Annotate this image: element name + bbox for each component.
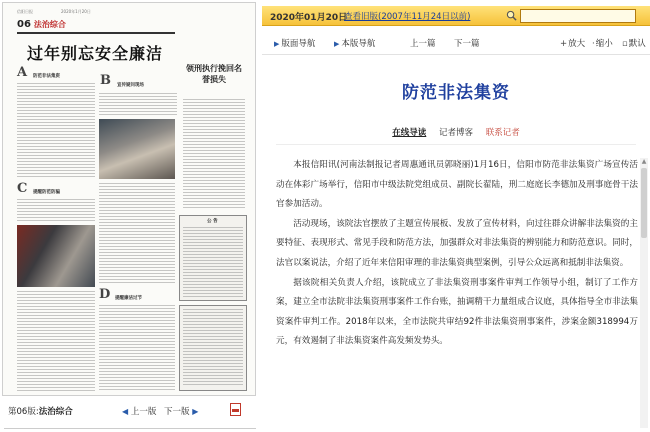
reporter-blog-link[interactable]: 记者博客 xyxy=(438,128,473,138)
paper-block-letter: A xyxy=(17,65,28,80)
paper-block-title: 提醒防范防骗 xyxy=(33,190,60,195)
zoom-in-button[interactable] xyxy=(560,37,585,49)
arrow-right-icon: ▶ xyxy=(274,40,280,48)
paper-side-title: 领刑执行挽回名誉损失 xyxy=(186,63,242,84)
paper-main-title: 过年别忘安全廉洁 xyxy=(27,44,164,63)
paper-masthead xyxy=(17,9,91,14)
section-nav-label: 本版导航 xyxy=(341,39,376,49)
paper-block-title: 提醒廉洁过节 xyxy=(115,296,142,301)
triangle-left-icon: ◀ xyxy=(122,407,129,416)
page-label-section: 法治综合 xyxy=(38,407,73,417)
newspaper-page-image[interactable] xyxy=(2,2,256,396)
article-byline xyxy=(262,126,650,138)
minus-icon: · xyxy=(592,39,595,49)
triangle-right-icon: ▶ xyxy=(192,407,199,416)
paper-notice-text xyxy=(183,227,243,297)
paper-photo xyxy=(99,119,175,179)
paper-photo xyxy=(17,225,95,287)
paper-block-letter: B xyxy=(100,73,111,88)
default-size-label: 默认 xyxy=(628,39,646,49)
paper-notice-text xyxy=(183,309,243,387)
paper-section-heading xyxy=(17,19,66,30)
paper-block-title: 宣传疑问现场 xyxy=(117,83,144,88)
layout-nav-button[interactable] xyxy=(274,37,315,49)
arrow-right-icon: ▶ xyxy=(334,40,340,48)
online-guide-link[interactable]: 在线导读 xyxy=(392,128,427,138)
paper-block-letter: C xyxy=(17,181,28,196)
section-nav-button[interactable] xyxy=(334,37,375,49)
prev-article-label: 上一篇 xyxy=(410,39,436,49)
plus-icon: + xyxy=(560,39,568,49)
paper-text-column xyxy=(17,291,95,391)
paper-text-column xyxy=(17,199,95,221)
paper-block-letter: D xyxy=(99,287,111,302)
prev-page-button[interactable] xyxy=(122,405,156,417)
article-paragraph: 据该院相关负责人介绍，该院成立了非法集资刑事案件审判工作领导小组，制订了工作方案，建立全市法院非法集资刑事案件工作台账，抽调精干力量组成合议庭，具体指导全市非法集资案件审判工作。2018年以来，全市法院共审结92件非法集资刑事案件，涉案金额318994万元，有效遏制了非法集资案件高发频发势头。 xyxy=(276,277,638,347)
next-page-label: 下一版 xyxy=(164,407,190,417)
paper-notice-title: 公 告 xyxy=(207,219,218,224)
current-date: 2020年01月20日 xyxy=(270,13,348,23)
zoom-in-label: 放大 xyxy=(568,39,586,49)
next-article-button[interactable] xyxy=(454,37,480,49)
history-version-link[interactable]: 查看旧版(2007年11月24日以前) xyxy=(344,12,471,22)
paper-header-rule xyxy=(17,32,175,34)
article-paragraph: 活动现场，该院法官摆放了主题宣传展板、发放了宣传材料，向过往群众讲解非法集资的主要特征、表现形式、常见手段和防范方法，加强群众对非法集资的辨别能力和防范意识。同时，法官以案说法，介绍了近年来信阳审理的非法集资典型案例，引导公众远离和抵制非法集资。 xyxy=(276,218,638,268)
paper-text-column xyxy=(17,83,95,179)
article-paragraph: 本报信阳讯(河南法制报记者周惠通讯员郭晓丽)1月16日，信阳市防范非法集资广场宣传活动在体彩广场举行，信阳市中级法院党组成员、副院长翟陆，刑二庭庭长李德加及刑事庭骨干法官参加活动。 xyxy=(276,160,638,210)
toolbar-divider xyxy=(262,54,650,55)
article-toolbar xyxy=(262,34,650,52)
prev-page-label: 上一版 xyxy=(130,407,157,417)
contact-reporter-link[interactable]: 联系记者 xyxy=(485,128,520,138)
paper-text-column xyxy=(99,183,175,283)
page-thumbnail-panel xyxy=(0,0,260,432)
footer-divider xyxy=(4,428,256,429)
paper-text-column xyxy=(99,93,177,117)
paper-header-left: 信阳日报 xyxy=(17,9,33,14)
top-date-bar xyxy=(262,6,650,26)
scroll-up-icon[interactable]: ▲ xyxy=(641,158,647,165)
prev-article-button[interactable] xyxy=(410,37,436,49)
zoom-out-label: 缩小 xyxy=(595,39,613,49)
paper-text-column xyxy=(99,305,175,391)
next-page-button[interactable] xyxy=(164,405,198,417)
paper-header-date: 2020年1月20日 xyxy=(61,9,91,14)
paper-section-number: 06 xyxy=(17,19,31,30)
paper-text-column xyxy=(183,99,245,209)
search-input[interactable] xyxy=(520,9,636,23)
default-size-button[interactable] xyxy=(622,37,646,49)
article-panel xyxy=(262,0,650,432)
article-title: 防范非法集资 xyxy=(402,83,510,103)
page-label xyxy=(8,405,73,417)
zoom-out-button[interactable] xyxy=(592,37,613,49)
article-body xyxy=(276,156,638,432)
next-article-label: 下一篇 xyxy=(454,39,480,49)
paper-block-title: 防范非法集资 xyxy=(33,74,60,79)
search-icon[interactable] xyxy=(506,10,517,21)
byline-divider xyxy=(276,144,636,145)
page-footer-bar xyxy=(4,402,256,420)
square-icon: ▫ xyxy=(622,39,628,49)
layout-nav-label: 版面导航 xyxy=(281,39,316,49)
pdf-download-icon[interactable] xyxy=(230,403,241,416)
paper-section-name: 法治综合 xyxy=(33,20,66,29)
scrollbar-thumb[interactable] xyxy=(641,168,647,238)
page-label-prefix: 第06版: xyxy=(8,407,39,417)
